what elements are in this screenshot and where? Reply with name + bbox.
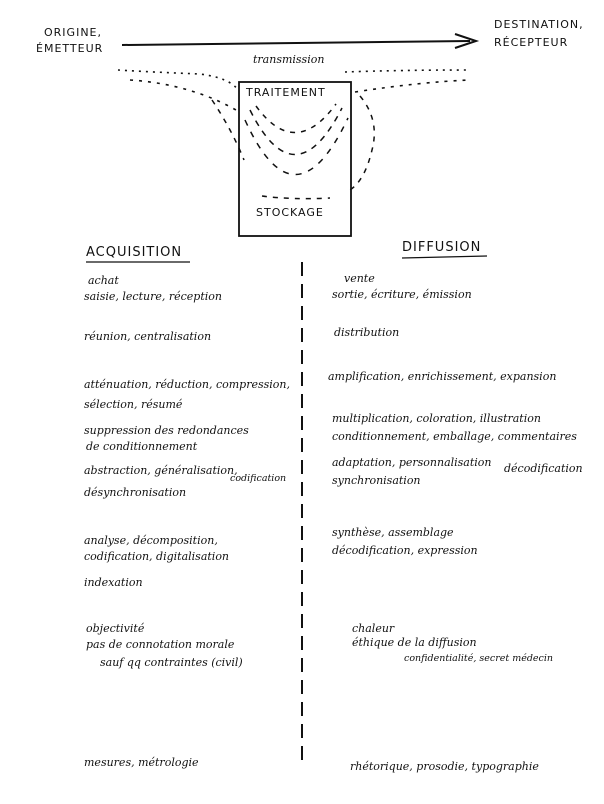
left-item: de conditionnement	[86, 440, 198, 453]
right-item: multiplication, coloration, illustration	[332, 412, 541, 425]
origin-label: ORIGINE,	[44, 26, 102, 39]
right-item: éthique de la diffusion	[352, 636, 477, 649]
left-item: abstraction, généralisation,	[84, 464, 238, 477]
left-item: sélection, résumé	[84, 398, 183, 411]
left-item: pas de connotation morale	[86, 638, 235, 651]
right-item: décodification, expression	[332, 544, 478, 557]
left-item: sauf qq contraintes (civil)	[100, 656, 243, 669]
right-item: synthèse, assemblage	[332, 526, 454, 539]
left-item: objectivité	[86, 622, 145, 635]
left-item: réunion, centralisation	[84, 330, 212, 343]
right-item: chaleur	[352, 622, 395, 635]
right-item: sortie, écriture, émission	[332, 288, 472, 301]
left-item: mesures, métrologie	[84, 756, 199, 769]
emitter-label: ÉMETTEUR	[36, 42, 104, 55]
left-item: achat	[88, 274, 119, 287]
right-item: confidentialité, secret médecin	[404, 653, 554, 664]
transmission-arrow-line	[122, 41, 470, 45]
right-item: amplification, enrichissement, expansion	[328, 370, 557, 383]
right-item: décodification	[504, 462, 583, 475]
right-item: distribution	[334, 326, 400, 339]
storage-label: STOCKAGE	[256, 206, 324, 219]
treatment-label: TRAITEMENT	[246, 86, 326, 99]
left-item: atténuation, réduction, compression,	[84, 378, 291, 391]
right-item: vente	[344, 272, 375, 285]
right-item: adaptation, personnalisation	[332, 456, 492, 469]
left-item: codification, digitalisation	[84, 550, 230, 563]
right-item: rhétorique, prosodie, typographie	[350, 760, 539, 773]
right-item: synchronisation	[332, 474, 421, 487]
left-item: suppression des redondances	[84, 424, 249, 437]
acquisition-heading: ACQUISITION	[86, 245, 183, 260]
left-item: saisie, lecture, réception	[84, 290, 222, 303]
receiver-label: RÉCEPTEUR	[494, 36, 569, 49]
left-item: désynchronisation	[84, 486, 187, 499]
left-item: indexation	[84, 576, 143, 589]
left-item: codification	[230, 473, 287, 484]
right-item: conditionnement, emballage, commentaires	[332, 430, 577, 443]
destination-label: DESTINATION,	[494, 18, 584, 31]
transmission-label: transmission	[253, 53, 325, 66]
diffusion-heading: DIFFUSION	[402, 240, 482, 255]
left-item: analyse, décomposition,	[84, 534, 218, 547]
